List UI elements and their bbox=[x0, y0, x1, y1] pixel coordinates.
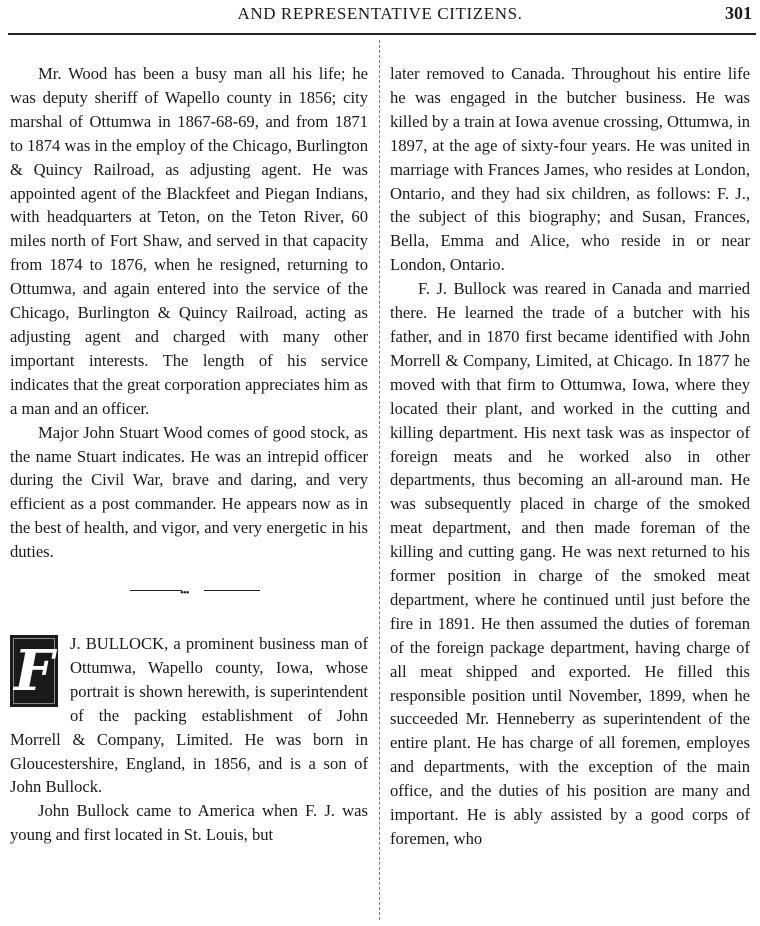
wood-paragraph-2: Major John Stuart Wood comes of good stock, as the name Stuart indicates. He was an intrepid officer during the Civil War, brave and daring, and very efficient as a post commander. He appears now as in the best of health, and vigor, and very energetic in his duties. bbox=[10, 422, 368, 562]
dropcap-f bbox=[10, 635, 58, 707]
ornament-line-right bbox=[204, 590, 260, 591]
dropcap-letter: F bbox=[14, 638, 54, 705]
bullock-paragraph-1: J. BULLOCK, a prominent business man of Ottumwa, Wapello county, Iowa, whose portrait is shown herewith, is superintendent of the packing establishment of John Morrell & Company, Limited. He was born in Gloucestershire, England, in 1856, and is a son of John Bullock. bbox=[10, 634, 368, 797]
page-header bbox=[0, 0, 760, 32]
right-column bbox=[390, 62, 750, 851]
ornament-dots: ••• bbox=[180, 587, 189, 600]
column-divider bbox=[379, 40, 380, 920]
wood-paragraph-1: Mr. Wood has been a busy man all his life; he was deputy sheriff of Wapello county in 1856; city marshal of Ottumwa in 1867-68-69, and from 1871 to 1874 was in the employ of the Chicago, Burlington & Quincy Railroad, as adjusting agent. He was appointed agent of the Blackfeet and Piegan Indians, with headquarters at Teton, on the Teton River, 60 miles north of Fort Shaw, and served in that capacity from 1874 to 1876, when he resigned, returning to Ottumwa, and again entered into the service of the Chicago, Burlington & Quincy Railroad, acting as adjusting agent and charged with many other important interests. The length of his service indicates that the great corporation appreciates him as a man and an officer. bbox=[10, 64, 368, 418]
page-number: 301 bbox=[725, 3, 752, 23]
header-rule bbox=[8, 33, 756, 35]
bullock-paragraph-2-continued: later removed to Canada. Throughout his entire life he was engaged in the butcher business. He was killed by a train at Iowa avenue crossing, Ottumwa, in 1897, at the age of sixty-four years. He was united in marriage with Frances James, who resides at London, Ontario, and they had six children, as follows: F. J., the subject of this biography; and Susan, Frances, Bella, Emma and Alice, who reside in or near London, Ontario. bbox=[390, 64, 750, 275]
section-ornament bbox=[10, 578, 368, 602]
bullock-paragraph-2: John Bullock came to America when F. J. was young and first located in St. Louis, but bbox=[10, 801, 368, 845]
running-head: AND REPRESENTATIVE CITIZENS. bbox=[237, 4, 523, 23]
bullock-biography bbox=[10, 632, 368, 847]
left-column bbox=[10, 62, 368, 847]
ornament-line-left bbox=[130, 590, 182, 591]
bullock-paragraph-3: F. J. Bullock was reared in Canada and married there. He learned the trade of a butcher with his father, and in 1870 first became identified with John Morrell & Company, Limited, at Chicago. In 1877 he moved with that firm to Ottumwa, Iowa, where they located their plant, and worked in the cutting and killing department. His next task was as inspector of foreign meats and he worked also in other departments, thus becoming an all-around man. He was subsequently placed in charge of the smoked meat department, and then made foreman of the killing and cutting gang. He was next returned to his former position in charge of the smoked meat department, where he continued until just before the fire in 1891. He then assumed the duties of foreman of the foreign package department, having charge of all meat shipped and exported. He filled this responsible position until November, 1899, when he succeeded Mr. Henneberry as superintendent of the entire plant. He has charge of all foremen, employes and departments, with the exception of the main office, and the duties of his position are many and important. He is ably assisted by a good corps of foremen, who bbox=[390, 279, 750, 848]
